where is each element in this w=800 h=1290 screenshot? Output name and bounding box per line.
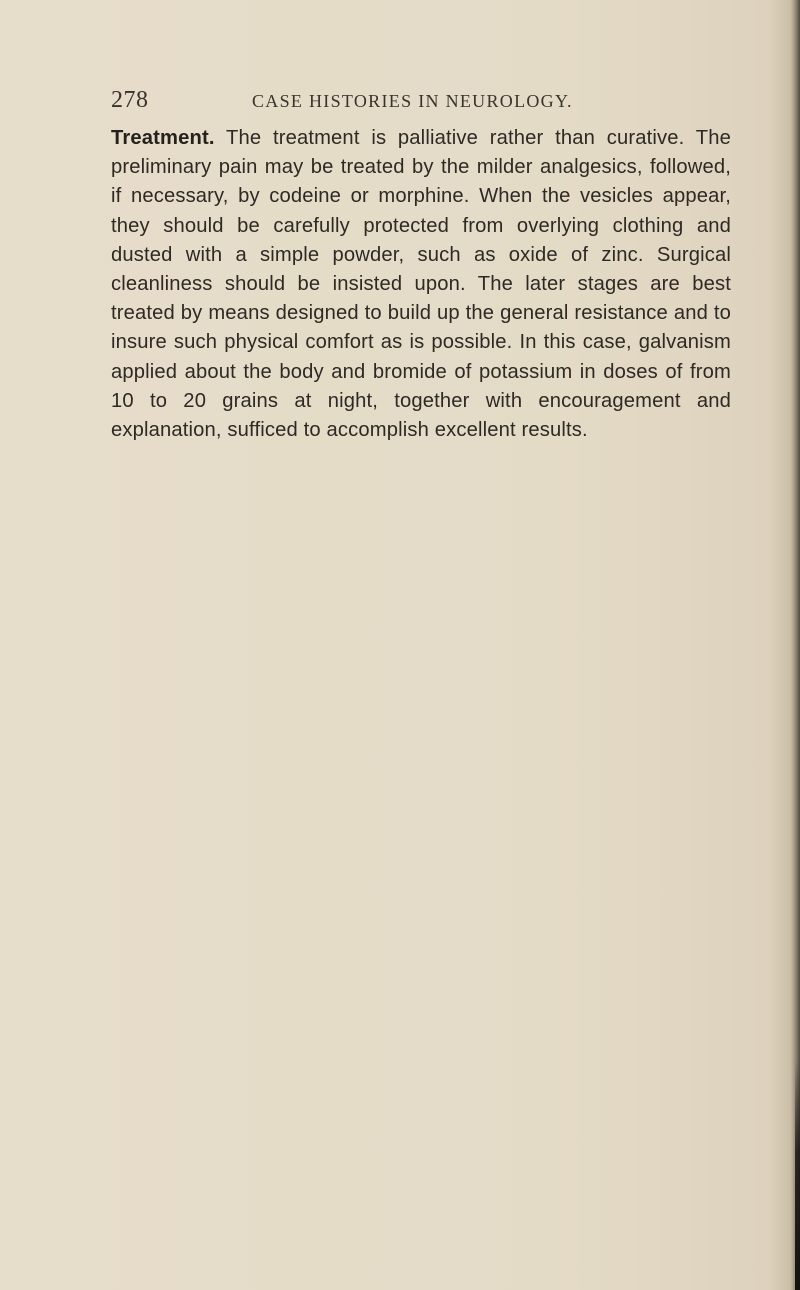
running-head: CASE HISTORIES IN NEUROLOGY.	[252, 91, 573, 111]
page-number: 278	[111, 87, 149, 113]
page-edge-dark	[795, 1060, 800, 1290]
section-lead: Treatment.	[111, 127, 215, 149]
page-header	[111, 87, 731, 117]
paragraph-text: The treatment is palliative rather than curative. The preliminary pain may be treated by the milder analgesics, followed, if necessary, by codeine or morphine. When the vesicles appear, they should be carefully protected from overlying clothing and dusted with a simple powder, such as oxide of zinc. Surgical cleanliness should be insisted upon. The later stages are best treated by means designed to build up the general resistance and to insure such physical comfort as is possible. In this case, galvanism applied about the body and bromide of potassium in doses of from 10 to 20 grains at night, together with encouragement and explanation, sufficed to accomplish excellent results.	[111, 127, 731, 442]
treatment-paragraph	[111, 124, 731, 445]
